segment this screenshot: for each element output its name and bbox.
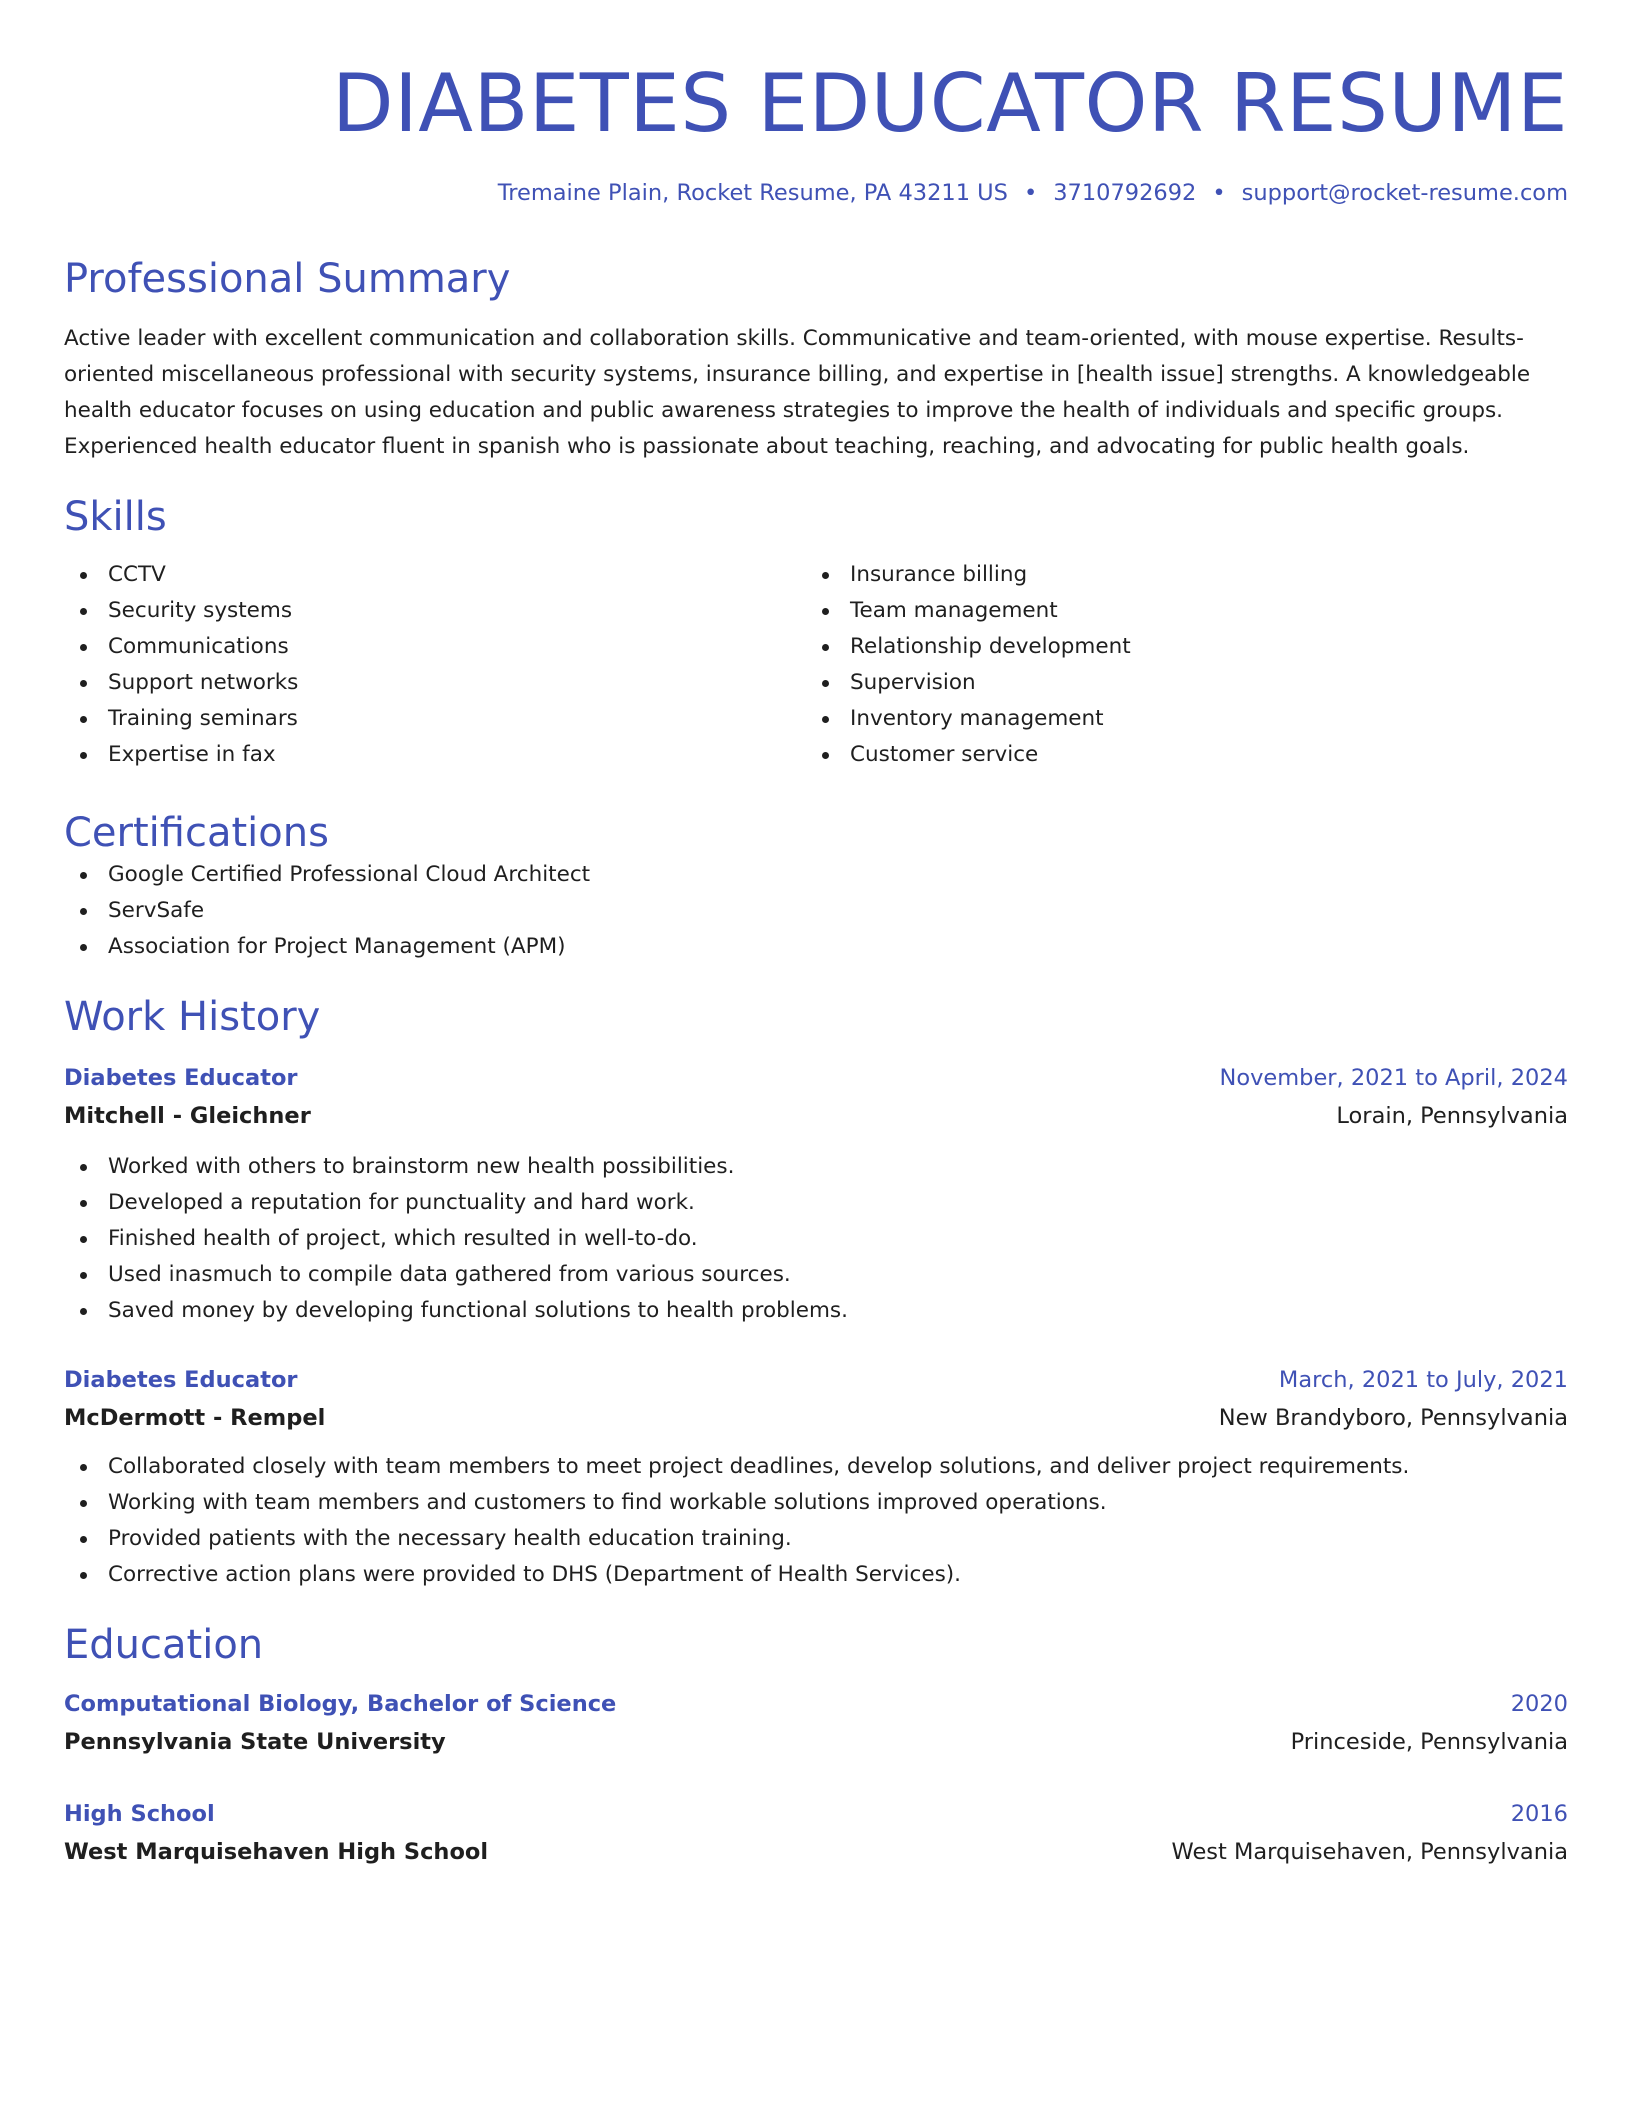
skill-item: Training seminars: [64, 701, 806, 737]
job-bullets: [64, 1149, 1568, 1329]
skill-item: Support networks: [64, 665, 806, 701]
section-heading-summary: Professional Summary: [64, 256, 511, 302]
work-entry-header: [64, 1059, 1568, 1097]
skill-item: Relationship development: [806, 629, 1548, 665]
job-title: Diabetes Educator: [64, 1367, 298, 1393]
job-bullet: Finished health of project, which resulted in well-to-do.: [64, 1221, 1568, 1257]
school-name: West Marquisehaven High School: [64, 1839, 489, 1865]
section-heading-certifications: Certifications: [64, 810, 329, 856]
skills-list: [64, 557, 1568, 773]
job-bullet: Worked with others to brainstorm new health possibilities.: [64, 1149, 1568, 1185]
section-heading-work-history: Work History: [64, 994, 321, 1040]
job-dates: March, 2021 to July, 2021: [1278, 1367, 1568, 1393]
work-entry: [64, 1059, 1568, 1329]
job-title: Diabetes Educator: [64, 1065, 298, 1091]
section-heading-skills: Skills: [64, 494, 167, 540]
work-entry-subheader: [64, 1399, 1568, 1437]
job-bullet: Used inasmuch to compile data gathered from various sources.: [64, 1257, 1568, 1293]
skill-item: Inventory management: [806, 701, 1548, 737]
bullet-separator: •: [1023, 180, 1038, 206]
resume-page: [64, 0, 1568, 1871]
graduation-year: 2020: [1510, 1691, 1568, 1717]
education-entry-header: [64, 1795, 1568, 1833]
skill-item: CCTV: [64, 557, 806, 593]
skill-item: Insurance billing: [806, 557, 1548, 593]
education-entry: [64, 1795, 1568, 1871]
degree-name: Computational Biology, Bachelor of Science: [64, 1691, 617, 1717]
skill-item: Security systems: [64, 593, 806, 629]
degree-name: High School: [64, 1801, 215, 1827]
education-entry-header: [64, 1685, 1568, 1723]
certifications-list: [64, 857, 1568, 965]
job-location: New Brandyboro, Pennsylvania: [1218, 1405, 1568, 1431]
education-entry-subheader: [64, 1723, 1568, 1761]
job-bullet: Working with team members and customers to find workable solutions improved operations.: [64, 1485, 1568, 1521]
contact-email: support@rocket-resume.com: [1241, 180, 1568, 206]
job-bullet: Collaborated closely with team members to meet project deadlines, develop solutions, and deliver project requirements.: [64, 1449, 1568, 1485]
bullet-separator: •: [1212, 180, 1226, 206]
work-entry-subheader: [64, 1097, 1568, 1135]
section-heading-education: Education: [64, 1622, 264, 1668]
job-bullet: Developed a reputation for punctuality and hard work.: [64, 1185, 1568, 1221]
school-name: Pennsylvania State University: [64, 1729, 446, 1755]
skill-item: Supervision: [806, 665, 1548, 701]
school-location: Princeside, Pennsylvania: [1290, 1729, 1568, 1755]
education-entry: [64, 1685, 1568, 1761]
skill-item: Customer service: [806, 737, 1548, 773]
resume-title: DIABETES EDUCATOR RESUME: [332, 57, 1568, 150]
job-bullet: Provided patients with the necessary health education training.: [64, 1521, 1568, 1557]
work-entry-header: [64, 1361, 1568, 1399]
skill-item: Team management: [806, 593, 1548, 629]
certification-item: ServSafe: [64, 893, 1568, 929]
company-name: Mitchell - Gleichner: [64, 1103, 311, 1129]
company-name: McDermott - Rempel: [64, 1405, 326, 1431]
skills-column-right: [806, 557, 1548, 773]
skills-column-left: [64, 557, 806, 773]
summary-text: Active leader with excellent communication and collaboration skills. Communicative and team-oriented, with mouse expertise. Results-oriented miscellaneous professional with security systems, insurance billing, and expertise in [health issue] strengths. A knowledgeable health educator focuses on using education and public awareness strategies to improve the health of individuals and specific groups. Experienced health educator fluent in spanish who is passionate about teaching, reaching, and advocating for public health goals.: [64, 326, 1531, 459]
contact-phone: 3710792692: [1053, 180, 1197, 206]
job-location: Lorain, Pennsylvania: [1336, 1103, 1568, 1129]
resume-header: [64, 0, 1568, 210]
job-bullet: Corrective action plans were provided to DHS (Department of Health Services).: [64, 1557, 1568, 1593]
certification-item: Association for Project Management (APM): [64, 929, 1568, 965]
graduation-year: 2016: [1510, 1801, 1568, 1827]
skill-item: Communications: [64, 629, 806, 665]
job-bullets: [64, 1449, 1568, 1593]
school-location: West Marquisehaven, Pennsylvania: [1171, 1839, 1568, 1865]
work-entry: [64, 1361, 1568, 1593]
education-entry-subheader: [64, 1833, 1568, 1871]
certification-item: Google Certified Professional Cloud Architect: [64, 857, 1568, 893]
job-bullet: Saved money by developing functional solutions to health problems.: [64, 1293, 1568, 1329]
job-dates: November, 2021 to April, 2024: [1219, 1065, 1568, 1091]
contact-address: Tremaine Plain, Rocket Resume, PA 43211 US: [497, 180, 1008, 206]
skill-item: Expertise in fax: [64, 737, 806, 773]
contact-line: [64, 176, 1568, 210]
